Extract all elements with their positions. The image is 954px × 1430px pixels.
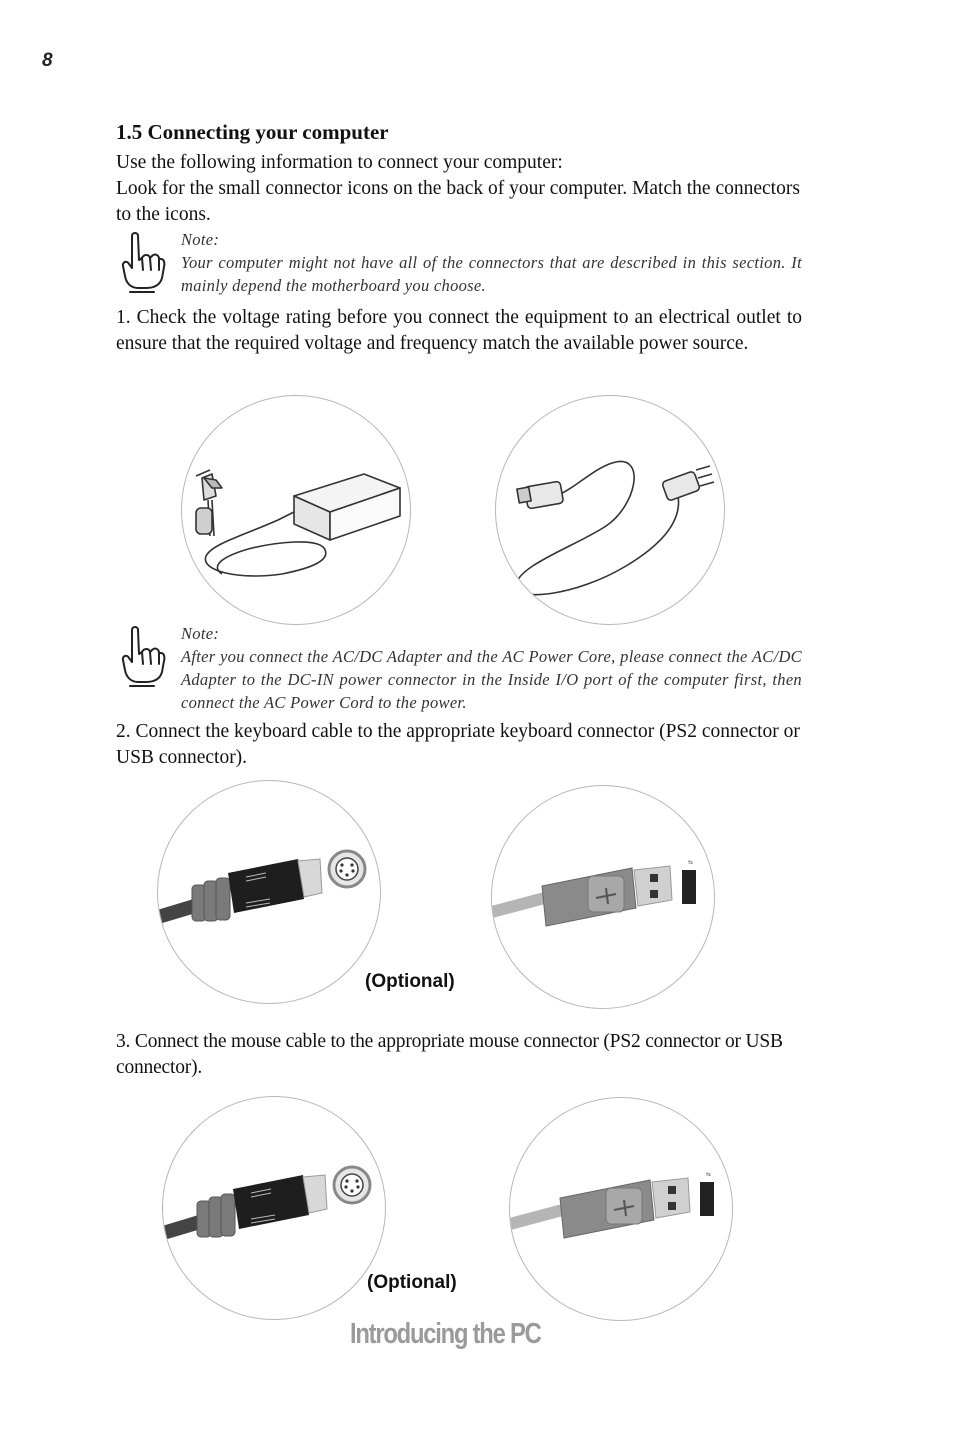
pointing-hand-icon bbox=[118, 230, 168, 303]
keyboard-optional-label: (Optional) bbox=[365, 971, 455, 992]
usb-connector-illustration bbox=[509, 1097, 733, 1321]
usb-connector-illustration bbox=[491, 785, 715, 1009]
svg-text:⇆: ⇆ bbox=[706, 1171, 712, 1178]
chapter-footer-title: Introducing the PC bbox=[350, 1318, 541, 1350]
intro-paragraph-1: Use the following information to connect your computer: bbox=[116, 152, 563, 173]
note-1-label: Note: bbox=[181, 230, 220, 249]
intro-paragraph-2: Look for the small connector icons on the back of your computer. Match the connectors to the icons. bbox=[116, 178, 800, 225]
section-title: 1.5 Connecting your computer bbox=[116, 120, 389, 144]
ps2-connector-illustration bbox=[157, 780, 381, 1004]
note-2-text: After you connect the AC/DC Adapter and the AC Power Core, please connect the AC/DC Adapter to the DC-IN power connector in the Inside I/O port of the computer first, then connect the AC Power Cord to the power. bbox=[181, 647, 802, 712]
step-3-text: 3. Connect the mouse cable to the appropriate mouse connector (PS2 connector or USB connector). bbox=[116, 1031, 783, 1078]
page-number: 8 bbox=[42, 50, 53, 71]
pointing-hand-icon bbox=[118, 624, 168, 697]
note-2-label: Note: bbox=[181, 624, 220, 643]
mouse-optional-label: (Optional) bbox=[367, 1272, 457, 1293]
ac-dc-adapter-illustration bbox=[181, 395, 411, 625]
ac-power-cord-illustration bbox=[495, 395, 725, 625]
step-2-text: 2. Connect the keyboard cable to the appropriate keyboard connector (PS2 connector or USB connector). bbox=[116, 721, 800, 768]
step-1-text: 1. Check the voltage rating before you connect the equipment to an electrical outlet to ensure that the required voltage and frequency match the available power source. bbox=[116, 307, 802, 354]
note-1-text: Your computer might not have all of the connectors that are described in this section. It mainly depend the motherboard you choose. bbox=[181, 253, 802, 295]
ps2-connector-illustration bbox=[162, 1096, 386, 1320]
svg-text:⇆: ⇆ bbox=[688, 859, 694, 866]
